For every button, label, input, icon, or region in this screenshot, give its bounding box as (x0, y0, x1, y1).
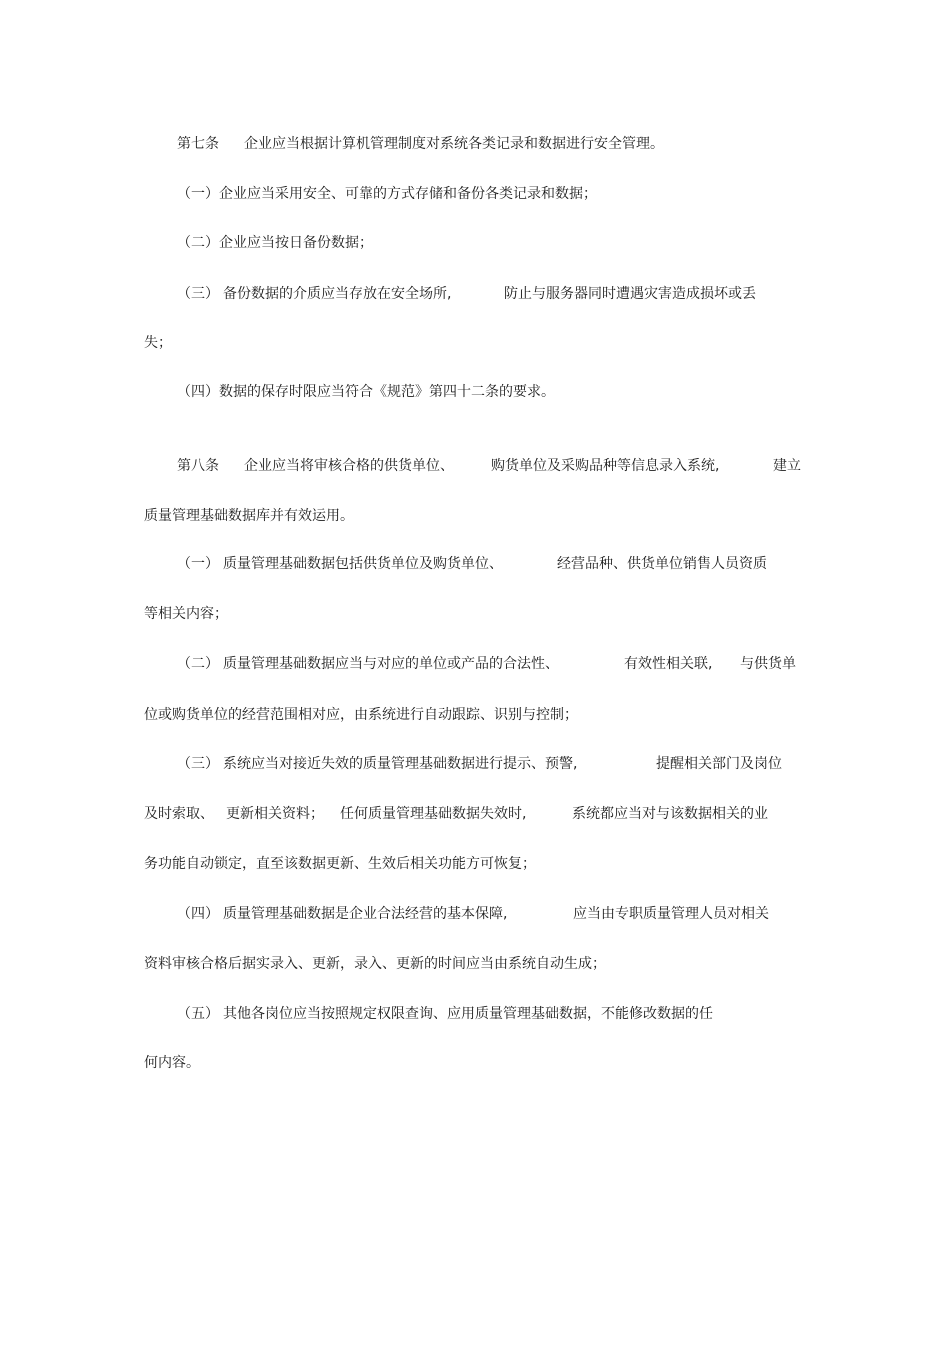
article7-item3-cont: 失； (144, 335, 172, 351)
article8-item2-part3: 与供货单 (740, 656, 796, 672)
article8-item4-part2: 应当由专职质量管理人员对相关 (573, 906, 769, 922)
article7-heading: 第七条 (177, 136, 219, 152)
article8-item3-marker: （三） (177, 756, 219, 772)
article8-item3-cont1-d: 系统都应当对与该数据相关的业 (572, 806, 768, 822)
article7-item3-part1: 备份数据的介质应当存放在安全场所, (223, 286, 452, 302)
article7-item3-part2: 防止与服务器同时遭遇灾害造成损坏或丢 (504, 286, 756, 302)
article8-item2-marker: （二） (177, 656, 219, 672)
article7-text: 企业应当根据计算机管理制度对系统各类记录和数据进行安全管理。 (244, 136, 664, 152)
article7-item1: （一）企业应当采用安全、可靠的方式存储和备份各类记录和数据； (177, 186, 597, 202)
article7-item3-marker: （三） (177, 286, 219, 302)
article8-item1-marker: （一） (177, 556, 219, 572)
article7-item4: （四）数据的保存时限应当符合《规范》第四十二条的要求。 (177, 384, 555, 400)
article8-item4-marker: （四） (177, 906, 219, 922)
article8-item2-cont: 位或购货单位的经营范围相对应，由系统进行自动跟踪、识别与控制； (144, 707, 578, 723)
article8-item3-cont1-a: 及时索取、 (144, 806, 214, 822)
article8-item3-cont1-c: 任何质量管理基础数据失效时, (340, 806, 527, 822)
article8-item4-part1: 质量管理基础数据是企业合法经营的基本保障, (223, 906, 508, 922)
article8-item3-cont2: 务功能自动锁定，直至该数据更新、生效后相关功能方可恢复； (144, 856, 536, 872)
article8-item1-part1: 质量管理基础数据包括供货单位及购货单位、 (223, 556, 503, 572)
article8-item4-cont: 资料审核合格后据实录入、更新，录入、更新的时间应当由系统自动生成； (144, 956, 606, 972)
article8-item5-part1: 其他各岗位应当按照规定权限查询、应用质量管理基础数据，不能修改数据的任 (223, 1006, 713, 1022)
article8-item1-cont: 等相关内容； (144, 606, 228, 622)
article8-heading: 第八条 (177, 458, 219, 474)
article8-item1-part2: 经营品种、供货单位销售人员资质 (557, 556, 767, 572)
article8-item2-part1: 质量管理基础数据应当与对应的单位或产品的合法性、 (223, 656, 559, 672)
article7-item2: （二）企业应当按日备份数据； (177, 235, 373, 251)
article8-cont: 质量管理基础数据库并有效运用。 (144, 508, 354, 524)
article8-part3: 建立 (773, 458, 801, 474)
article8-item5-marker: （五） (177, 1006, 219, 1022)
article8-item3-cont1-b: 更新相关资料； (226, 806, 324, 822)
article8-item3-part2: 提醒相关部门及岗位 (656, 756, 782, 772)
article8-item3-part1: 系统应当对接近失效的质量管理基础数据进行提示、预警, (223, 756, 578, 772)
article8-item5-cont: 何内容。 (144, 1055, 200, 1071)
article8-part2: 购货单位及采购品种等信息录入系统, (491, 458, 720, 474)
article8-item2-part2: 有效性相关联, (624, 656, 713, 672)
article8-part1: 企业应当将审核合格的供货单位、 (244, 458, 454, 474)
